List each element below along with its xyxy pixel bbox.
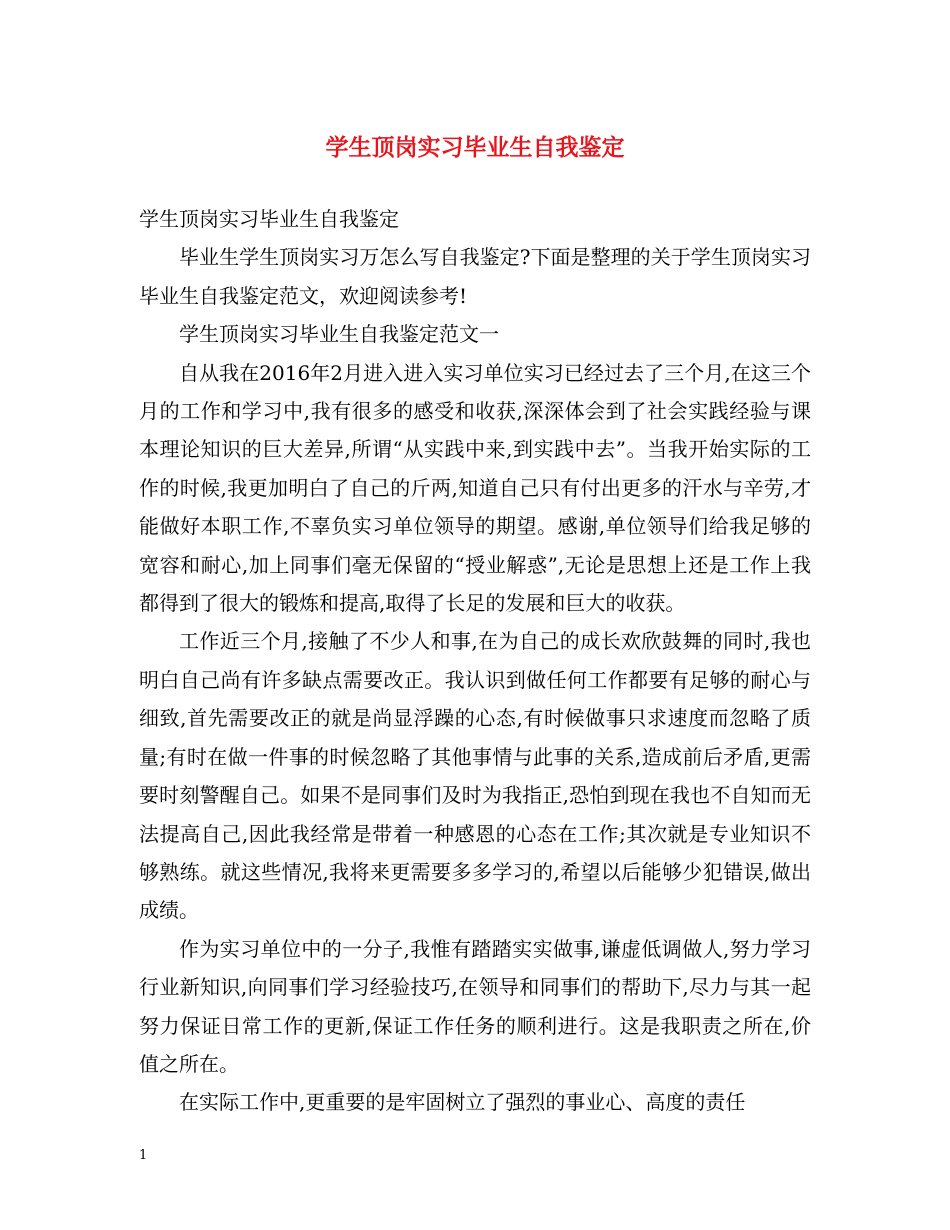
page-title: 学生顶岗实习毕业生自我鉴定 [325, 134, 625, 161]
document-body [139, 200, 811, 1122]
intro-paragraph: 毕业生学生顶岗实习万怎么写自我鉴定?下面是整理的关于学生顶岗实习毕业生自我鉴定范文，欢迎阅读参考! [139, 245, 811, 308]
body-paragraph-3: 作为实习单位中的一分子,我惟有踏踏实实做事,谦虚低调做人,努力学习行业新知识,向同事们学习经验技巧,在领导和同事们的帮助下,尽力与其一起努力保证日常工作的更新,保证工作任务的顺利进行。这是我职责之所在,价值之所在。 [139, 936, 811, 1076]
body-paragraph-2: 工作近三个月,接触了不少人和事,在为自己的成长欢欣鼓舞的同时,我也明白自己尚有许多缺点需要改正。我认识到做任何工作都要有足够的耐心与细致,首先需要改正的就是尚显浮躁的心态,有时候做事只求速度而忽略了质量;有时在做一件事的时候忽略了其他事情与此事的关系,造成前后矛盾,更需要时刻警醒自己。如果不是同事们及时为我指正,恐怕到现在我也不自知而无法提高自己,因此我经常是带着一种感恩的心态在工作;其次就是专业知识不够熟练。就这些情况,我将来更需要多多学习的,希望以后能够少犯错误,做出成绩。 [139, 629, 811, 923]
sample-heading: 学生顶岗实习毕业生自我鉴定范文一 [179, 322, 499, 347]
body-paragraph-4: 在实际工作中,更重要的是牢固树立了强烈的事业心、高度的责任 [179, 1090, 746, 1115]
section-heading: 学生顶岗实习毕业生自我鉴定 [139, 207, 399, 231]
body-paragraph-1: 自从我在2016年2月进入进入实习单位实习已经过去了三个月,在这三个月的工作和学习中,我有很多的感受和收获,深深体会到了社会实践经验与课本理论知识的巨大差异,所谓“从实践中来,到实践中去”。当我开始实际的工作的时候,我更加明白了自己的斤两,知道自己只有付出更多的汗水与辛劳,才能做好本职工作,不辜负实习单位领导的期望。感谢,单位领导们给我足够的宽容和耐心,加上同事们毫无保留的“授业解惑”,无论是思想上还是工作上我都得到了很大的锻炼和提高,取得了长足的发展和巨大的收获。 [139, 360, 811, 616]
page-number: 1 [139, 1148, 148, 1163]
